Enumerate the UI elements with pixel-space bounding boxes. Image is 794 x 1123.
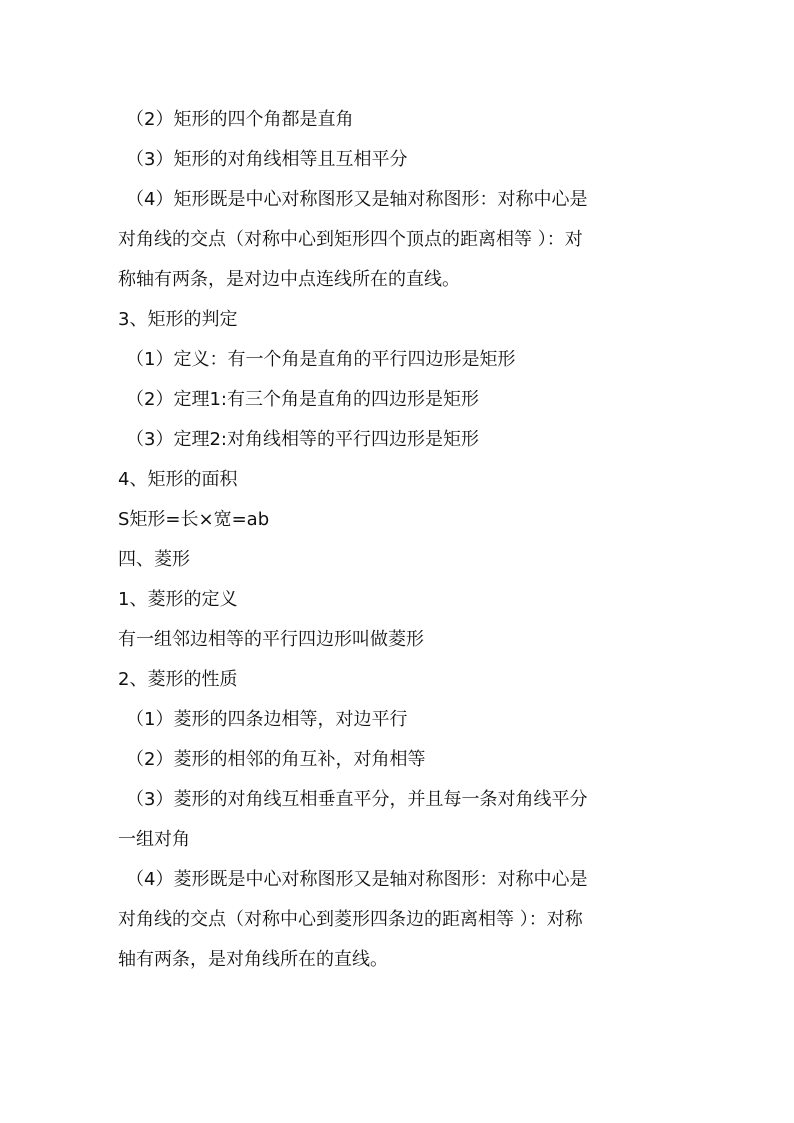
section-heading-rect-area: 4、矩形的面积 <box>118 469 238 490</box>
paragraph-line: 对角线的交点（对称中心到矩形四个顶点的距离相等 ）：对 <box>118 229 583 250</box>
paragraph-line: 轴有两条，是对角线所在的直线。 <box>118 949 388 970</box>
chapter-heading-rhombus: 四、菱形 <box>118 549 190 570</box>
paragraph-line: 一组对角 <box>118 829 190 850</box>
list-item-rhombus-property-3: （3）菱形的对角线互相垂直平分，并且每一条对角线平分 <box>126 789 588 810</box>
section-heading-rect-criteria: 3、矩形的判定 <box>118 309 238 330</box>
document-body <box>118 100 674 980</box>
section-heading-rhombus-properties: 2、菱形的性质 <box>118 669 238 690</box>
formula-rect-area: S矩形=长×宽=ab <box>118 509 270 530</box>
list-item-rect-criteria-2: （2）定理1:有三个角是直角的四边形是矩形 <box>126 389 479 410</box>
list-item-rhombus-property-1: （1）菱形的四条边相等，对边平行 <box>126 709 408 730</box>
list-item-rhombus-property-4: （4）菱形既是中心对称图形又是轴对称图形：对称中心是 <box>126 869 588 890</box>
list-item-rhombus-property-2: （2）菱形的相邻的角互补，对角相等 <box>126 749 426 770</box>
list-item-rect-property-4: （4）矩形既是中心对称图形又是轴对称图形：对称中心是 <box>126 189 588 210</box>
paragraph-line: 对角线的交点（对称中心到菱形四条边的距离相等 ）：对称 <box>118 909 583 930</box>
list-item-rect-property-2: （2）矩形的四个角都是直角 <box>126 109 354 130</box>
list-item-rect-criteria-3: （3）定理2:对角线相等的平行四边形是矩形 <box>126 429 479 450</box>
paragraph-rhombus-definition: 有一组邻边相等的平行四边形叫做菱形 <box>118 629 424 650</box>
paragraph-line: 称轴有两条，是对边中点连线所在的直线。 <box>118 269 460 290</box>
list-item-rect-property-3: （3）矩形的对角线相等且互相平分 <box>126 149 408 170</box>
list-item-rect-criteria-1: （1）定义：有一个角是直角的平行四边形是矩形 <box>126 349 516 370</box>
section-heading-rhombus-definition: 1、菱形的定义 <box>118 589 238 610</box>
